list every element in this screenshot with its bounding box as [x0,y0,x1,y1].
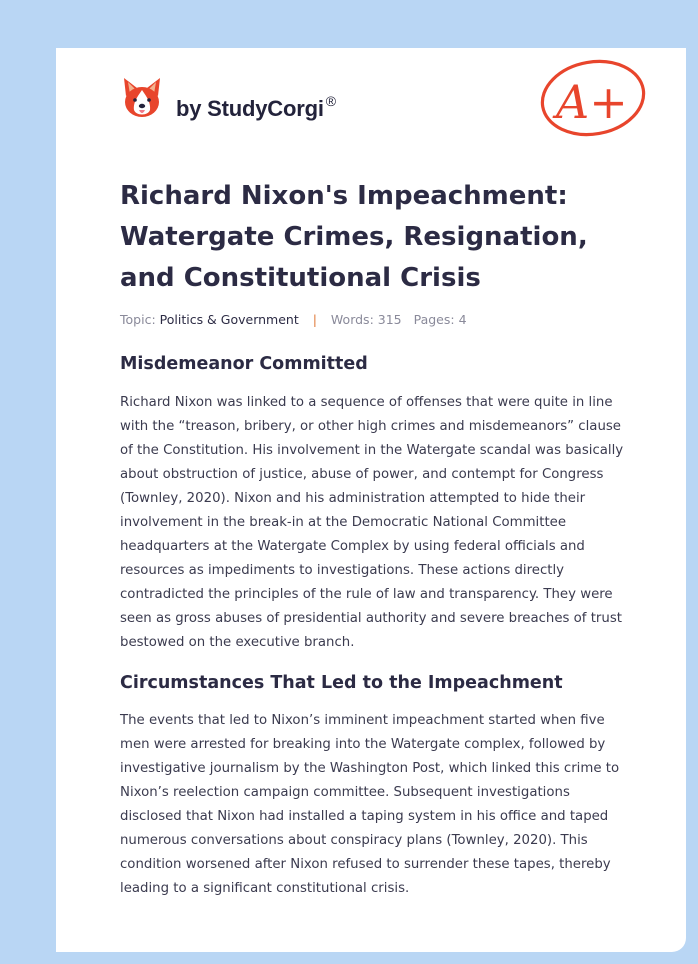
words-count: 315 [377,312,402,327]
page-title: Richard Nixon's Impeachment: Watergate Crimes, Resignation, and Constitutional Crisis [120,181,588,293]
grade-badge-text: A+ [556,75,628,129]
section-heading: Misdemeanor Committed [120,354,368,374]
section-heading: Circumstances That Led to the Impeachment [120,673,563,693]
topic-link[interactable]: Politics & Government [159,312,299,327]
topic-label: Topic: [120,312,156,327]
section-paragraph: Richard Nixon was linked to a sequence of offenses that were quite in line with the “treason, bribery, or other high crimes and misdemeanors” clause of the Constitution. His involvement in the Watergate scandal was basically about obstruction of justice, abuse of power, and contempt for Congress (Townley, 2020). Nixon and his administration attempted to hide their involvement in the break-in at the Democratic National Committee headquarters at the Watergate Complex by using federal officials and resources as impediments to investigations. These actions directly contradicted the principles of the rule of law and transparency. They were seen as gross abuses of presidential authority and severe breaches of trust bestowed on the executive branch. [120,395,624,650]
pages-label: Pages: [413,312,455,327]
section-paragraph: The events that led to Nixon’s imminent impeachment started when five men were arrested for breaking into the Watergate complex, followed by investigative journalism by the Washington Post, which linked this crime to Nixon’s reelection campaign committee. Subsequent investigations disclosed that Nixon had installed a taping system in his office and taped numerous conversations about conspiracy plans (Townley, 2020). This condition worsened after Nixon refused to surrender these tapes, thereby leading to a significant constitutional crisis. [120,713,620,896]
studycorgi-logo[interactable] [122,76,362,124]
document-meta [120,312,467,327]
brand-name: by StudyCorgi ® [176,93,336,121]
pages-count: 4 [458,312,467,327]
document-page [56,48,686,952]
a-plus-grade-icon [538,58,648,140]
words-label: Words: [330,312,374,327]
corgi-icon [122,76,162,120]
meta-separator: | [312,312,317,327]
